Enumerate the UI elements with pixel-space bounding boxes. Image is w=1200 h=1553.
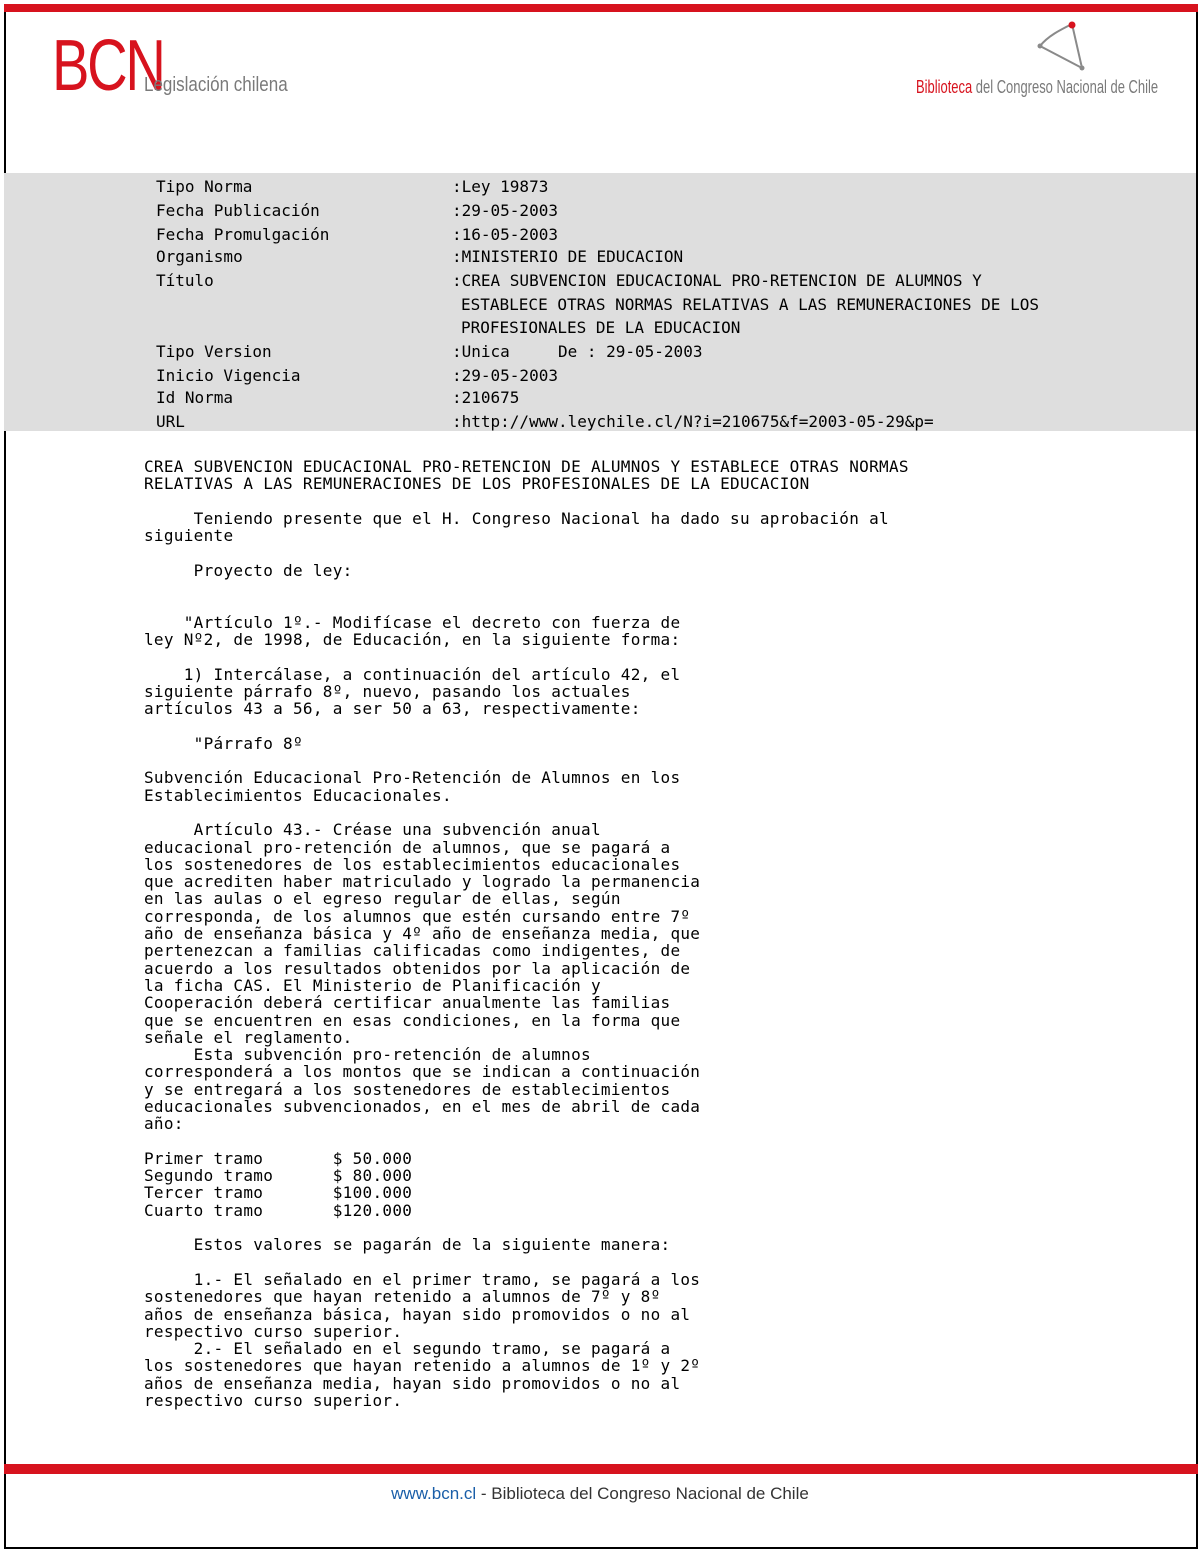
norm-metadata-panel — [4, 173, 1196, 431]
body-line — [144, 717, 1144, 734]
footer-link[interactable]: www.bcn.cl — [391, 1484, 477, 1503]
body-line: pertenezcan a familias calificadas como indigentes, de — [144, 941, 681, 961]
body-line: Cooperación deberá certificar anualmente las familias — [144, 993, 671, 1013]
meta-label: Id Norma — [156, 388, 234, 407]
brand-biblioteca: Biblioteca — [916, 77, 973, 97]
bcn-brand-right — [916, 77, 1158, 98]
body-line: Segundo tramo $ 80.000 — [144, 1166, 413, 1186]
body-line: que se encuentren en esas condiciones, en la forma que — [144, 1010, 681, 1030]
meta-title-continuation: PROFESIONALES DE LA EDUCACION — [461, 318, 741, 337]
meta-value: :210675 — [452, 388, 520, 407]
body-line: Teniendo presente que el H. Congreso Nacional ha dado su aprobación al — [144, 508, 889, 528]
body-line: y se entregará a los sostenedores de establecimientos — [144, 1079, 671, 1099]
body-line: Primer tramo $ 50.000 — [144, 1148, 413, 1168]
meta-label: Fecha Promulgación — [156, 225, 330, 244]
meta-label: URL — [156, 412, 185, 431]
body-line: Esta subvención pro-retención de alumnos — [144, 1045, 591, 1065]
body-line: los sostenedores de los establecimientos educacionales — [144, 854, 681, 874]
body-line: Subvención Educacional Pro-Retención de Alumnos en los — [144, 768, 681, 788]
body-line: la ficha CAS. El Ministerio de Planificación y — [144, 975, 601, 995]
body-line: que acrediten haber matriculado y logrado la permanencia — [144, 872, 701, 892]
body-line: Establecimientos Educacionales. — [144, 785, 452, 805]
body-line: 1) Intercálase, a continuación del artículo 42, el — [144, 664, 681, 684]
body-line: Estos valores se pagarán de la siguiente manera: — [144, 1235, 671, 1255]
body-line: ley Nº2, de 1998, de Educación, en la siguiente forma: — [144, 629, 681, 649]
body-line: acuerdo a los resultados obtenidos por la aplicación de — [144, 958, 691, 978]
page-footer — [0, 1484, 1200, 1504]
body-line: "Párrafo 8º — [144, 733, 303, 753]
body-line: años de enseñanza media, hayan sido promovidos o no al — [144, 1373, 681, 1393]
meta-label: Organismo — [156, 247, 243, 266]
body-line — [144, 493, 1144, 510]
body-line — [144, 752, 1144, 769]
body-line: respectivo curso superior. — [144, 1391, 403, 1411]
body-line: sostenedores que hayan retenido a alumnos de 7º y 8º — [144, 1287, 661, 1307]
body-line — [144, 648, 1144, 665]
body-line: siguiente — [144, 526, 234, 546]
bottom-red-bar — [4, 1464, 1198, 1474]
meta-label: Inicio Vigencia — [156, 366, 301, 385]
body-line: respectivo curso superior. — [144, 1321, 403, 1341]
meta-value: :CREA SUBVENCION EDUCACIONAL PRO-RETENCION DE ALUMNOS Y — [452, 271, 982, 290]
body-line: Artículo 43.- Créase una subvención anual — [144, 820, 601, 840]
footer-text: - Biblioteca del Congreso Nacional de Chile — [476, 1484, 809, 1503]
meta-value: :29-05-2003 — [452, 366, 558, 385]
body-line: artículos 43 a 56, a ser 50 a 63, respectivamente: — [144, 699, 641, 719]
meta-value: :Ley 19873 — [452, 177, 549, 196]
body-line: señale el reglamento. — [144, 1027, 353, 1047]
bcn-logo: BCN — [52, 26, 164, 106]
body-line — [144, 1254, 1144, 1271]
body-line: siguiente párrafo 8º, nuevo, pasando los actuales — [144, 681, 631, 701]
body-line: Proyecto de ley: — [144, 560, 353, 580]
body-line — [144, 804, 1144, 821]
meta-label: Tipo Version — [156, 342, 272, 361]
bcn-emblem-icon — [1030, 20, 1090, 80]
body-line: 1.- El señalado en el primer tramo, se pagará a los — [144, 1269, 701, 1289]
body-line — [144, 544, 1144, 561]
body-line: 2.- El señalado en el segundo tramo, se pagará a — [144, 1339, 671, 1359]
meta-value: :Unica De : 29-05-2003 — [452, 342, 703, 361]
body-line: "Artículo 1º.- Modifícase el decreto con fuerza de — [144, 612, 681, 632]
meta-label: Tipo Norma — [156, 177, 253, 196]
body-line: educacional pro-retención de alumnos, que se pagará a — [144, 837, 671, 857]
body-line: los sostenedores que hayan retenido a alumnos de 1º y 2º — [144, 1356, 701, 1376]
body-line: RELATIVAS A LAS REMUNERACIONES DE LOS PROFESIONALES DE LA EDUCACION — [144, 474, 810, 494]
body-line — [144, 1219, 1144, 1236]
law-body-text — [144, 458, 1144, 1409]
logo-subtitle: Legislación chilena — [144, 74, 288, 96]
body-line: años de enseñanza básica, hayan sido promovidos o no al — [144, 1304, 691, 1324]
body-line: corresponderá a los montos que se indican a continuación — [144, 1062, 701, 1082]
body-line: CREA SUBVENCION EDUCACIONAL PRO-RETENCION DE ALUMNOS Y ESTABLECE OTRAS NORMAS — [144, 457, 909, 476]
body-line — [144, 1133, 1144, 1150]
body-line: Tercer tramo $100.000 — [144, 1183, 413, 1203]
meta-url-link[interactable]: :http://www.leychile.cl/N?i=210675&f=2003-05-29&p= — [452, 412, 934, 431]
meta-title-continuation: ESTABLECE OTRAS NORMAS RELATIVAS A LAS REMUNERACIONES DE LOS — [461, 295, 1039, 314]
body-line: Cuarto tramo $120.000 — [144, 1200, 413, 1220]
body-line: año de enseñanza básica y 4º año de enseñanza media, que — [144, 924, 701, 944]
top-red-bar — [4, 4, 1198, 12]
body-line — [144, 579, 1144, 596]
meta-value: :29-05-2003 — [452, 201, 558, 220]
body-line: corresponda, de los alumnos que estén cursando entre 7º — [144, 906, 691, 926]
meta-value: :MINISTERIO DE EDUCACION — [452, 247, 684, 266]
body-line: educacionales subvencionados, en el mes de abril de cada — [144, 1096, 701, 1116]
body-line: en las aulas o el egreso regular de ellas, según — [144, 889, 621, 909]
body-line — [144, 596, 1144, 613]
brand-congreso: del Congreso Nacional de Chile — [975, 77, 1159, 97]
meta-label: Fecha Publicación — [156, 201, 320, 220]
body-line: año: — [144, 1114, 184, 1134]
meta-label: Título — [156, 271, 214, 290]
meta-value: :16-05-2003 — [452, 225, 558, 244]
